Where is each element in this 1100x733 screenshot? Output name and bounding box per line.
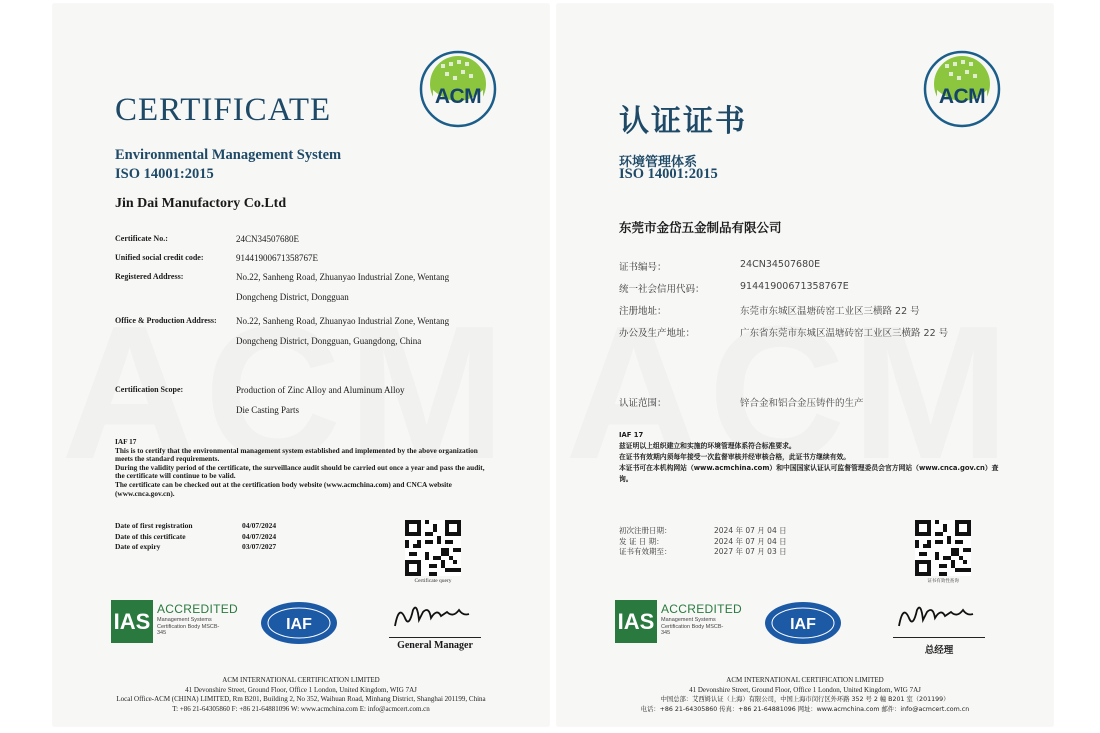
date-label: 证书有效期至： — [619, 547, 672, 556]
certificate-english — [53, 4, 549, 726]
footer-line: 电话：+86 21-64305860 传真：+86 21-64881096 网址：www.acmchina.com 邮件：info@acmcert.com.cn — [640, 705, 970, 713]
standard-name: 环境管理体系 — [619, 155, 698, 170]
field-label: Certification Scope: — [115, 385, 184, 394]
iaf-line: This is to certify that the environmental management system established and implemented by the above organization meets the standard requirements. — [115, 445, 478, 464]
date-value: 2024 年 07 月 04 日 — [714, 536, 787, 546]
iaf-heading: IAF 17 — [619, 431, 644, 439]
date-label: Date of this certificate — [115, 531, 186, 541]
date-row — [115, 542, 355, 553]
certificate-dates — [619, 526, 859, 558]
acm-logo — [419, 50, 497, 128]
qr-code[interactable] — [915, 520, 971, 576]
field-value-line2: Dongcheng District, Dongguan — [236, 292, 349, 302]
field-row — [115, 234, 525, 244]
certificate-footer — [53, 676, 549, 714]
footer-line: T: +86 21-64305860 F: +86 21-64881096 W: www.acmchina.com E: info@acmcert.com.cn — [172, 704, 430, 713]
signature-line — [893, 637, 985, 638]
ias-subtext: Management Systems Certification Body MSCB-345 — [157, 617, 220, 636]
footer-line: 41 Devonshire Street, Ground Floor, Office 1 London, United Kingdom, WIG 7AJ — [185, 685, 417, 694]
footer-line: 中国总部：艾西姆认证（上海）有限公司，中国上海市闵行区外环路 352 号 2 幢 B201 室（201199） — [660, 696, 950, 703]
standard-name: Environmental Management System — [115, 147, 342, 163]
date-label: 发 证 日 期： — [619, 536, 664, 546]
field-value: 91441900671358767E — [740, 281, 849, 292]
footer-line: Local Office-ACM (CHINA) LIMITED, Rm B201, Building 2, No 352, Waihuan Road, Minhang District, Shanghai 201199, China — [116, 695, 486, 703]
certificate-footer — [557, 676, 1053, 714]
field-value: 24CN34507680E — [740, 259, 821, 270]
ias-accredited-logo — [111, 600, 239, 650]
date-label: Date of expiry — [115, 542, 161, 551]
field-row — [619, 395, 1029, 409]
ias-accredited-logo — [615, 600, 743, 650]
field-value: 锌合金和铝合金压铸件的生产 — [740, 398, 864, 409]
field-label: 注册地址： — [619, 306, 667, 317]
field-value: No.22, Sanheng Road, Zhuanyao Industrial Zone, Wentang — [236, 316, 450, 326]
date-value: 2024 年 07 月 04 日 — [714, 526, 787, 535]
date-value: 04/07/2024 — [242, 531, 277, 541]
certificate-dates — [115, 521, 355, 553]
field-label: 证书编号： — [619, 262, 667, 273]
certificate-fields — [619, 259, 1029, 409]
field-row — [619, 303, 1029, 317]
iaf-line: The certificate can be checked out at the certification body website (www.acmchina.com) and CNCA website (www.cnca.gov.cn). — [115, 479, 452, 498]
acm-logo — [923, 50, 1001, 128]
qr-label: 证书有效性查询 — [927, 579, 959, 584]
field-label: Unified social credit code: — [115, 253, 204, 262]
date-row — [115, 532, 355, 543]
iaf-statement — [115, 438, 495, 498]
iaf-line: 在证书有效期内须每年接受一次监督审核并经审核合格，此证书方继续有效。 — [619, 453, 851, 461]
field-label: 认证范围： — [619, 398, 667, 409]
certificate-title: 认证证书 — [619, 104, 747, 139]
certificate-chinese — [557, 4, 1053, 726]
field-row — [115, 253, 525, 263]
date-value: 03/07/2027 — [242, 542, 277, 551]
standard-code: ISO 14001:2015 — [619, 166, 718, 182]
ias-accredited-text: ACCREDITED — [661, 602, 743, 616]
field-value-line2: Die Casting Parts — [236, 405, 299, 415]
company-name: 东莞市金岱五金制品有限公司 — [619, 220, 782, 235]
date-row — [619, 547, 859, 558]
ias-letters: IAS — [615, 600, 657, 643]
date-label: 初次注册日期： — [619, 526, 672, 535]
date-row — [619, 526, 859, 537]
field-row — [619, 325, 1029, 339]
acm-logo-text: ACM — [938, 85, 986, 108]
field-label: Certificate No.: — [115, 234, 168, 243]
field-row — [115, 385, 525, 420]
date-row — [619, 537, 859, 548]
qr-code[interactable] — [405, 520, 461, 576]
field-row — [619, 259, 1029, 273]
ias-letters: IAS — [111, 600, 153, 643]
iaf-mla-logo — [763, 600, 843, 646]
field-label: 统一社会信用代码： — [619, 284, 705, 295]
iaf-line: 本证书可在本机构网站（www.acmchina.com）和中国国家认证认可监督管理委员会官方网站（www.cnca.gov.cn）查询。 — [619, 464, 999, 483]
field-value: No.22, Sanheng Road, Zhuanyao Industrial Zone, Wentang — [236, 272, 450, 282]
footer-line: 41 Devonshire Street, Ground Floor, Office 1 London, United Kingdom, WIG 7AJ — [689, 685, 921, 694]
date-row — [115, 521, 355, 532]
field-label: Office & Production Address: — [115, 316, 217, 325]
footer-line: ACM INTERNATIONAL CERTIFICATION LIMITED — [222, 676, 380, 684]
signature-line — [389, 637, 481, 638]
signatory-title: General Manager — [397, 640, 473, 651]
field-row — [115, 316, 525, 351]
standard-code: ISO 14001:2015 — [115, 166, 214, 182]
signatory-title: 总经理 — [924, 645, 954, 656]
iaf-line: During the validity period of the certificate, the surveillance audit should be carried out once a year and pass the audit, the certificate will continue to be valid. — [115, 462, 485, 481]
date-label: Date of first registration — [115, 521, 193, 530]
field-value: 东莞市东城区温塘砖窑工业区三横路 22 号 — [740, 306, 920, 317]
ias-accredited-text: ACCREDITED — [157, 602, 239, 616]
field-value: Production of Zinc Alloy and Aluminum Alloy — [236, 385, 405, 395]
field-value: 24CN34507680E — [236, 234, 299, 244]
field-row — [115, 272, 525, 307]
field-row — [619, 281, 1029, 295]
iaf-logo-text: IAF — [286, 616, 312, 633]
company-name: Jin Dai Manufactory Co.Ltd — [115, 196, 287, 211]
iaf-mla-logo — [259, 600, 339, 646]
iaf-line: 兹证明以上组织建立和实施的环境管理体系符合标准要求。 — [619, 442, 796, 450]
certificate-fields — [115, 234, 525, 420]
acm-logo-text: ACM — [434, 85, 482, 108]
field-label: Registered Address: — [115, 272, 184, 281]
signature — [893, 598, 985, 634]
date-value: 2027 年 07 月 03 日 — [714, 547, 787, 556]
field-value: 广东省东莞市东城区温塘砖窑工业区三横路 22 号 — [740, 328, 949, 339]
date-value: 04/07/2024 — [242, 521, 277, 530]
field-value-line2: Dongcheng District, Dongguan, Guangdong, China — [236, 336, 422, 346]
iaf-heading: IAF 17 — [115, 437, 137, 446]
footer-line: ACM INTERNATIONAL CERTIFICATION LIMITED — [726, 676, 884, 684]
qr-label: Certificate query — [414, 578, 452, 584]
iaf-logo-text: IAF — [790, 616, 816, 633]
field-label: 办公及生产地址： — [619, 328, 696, 339]
certificate-title: CERTIFICATE — [115, 92, 332, 128]
signature — [389, 598, 481, 634]
ias-subtext: Management Systems Certification Body MSCB-345 — [661, 617, 724, 636]
iaf-statement — [619, 430, 999, 485]
field-value: 91441900671358767E — [236, 253, 318, 263]
